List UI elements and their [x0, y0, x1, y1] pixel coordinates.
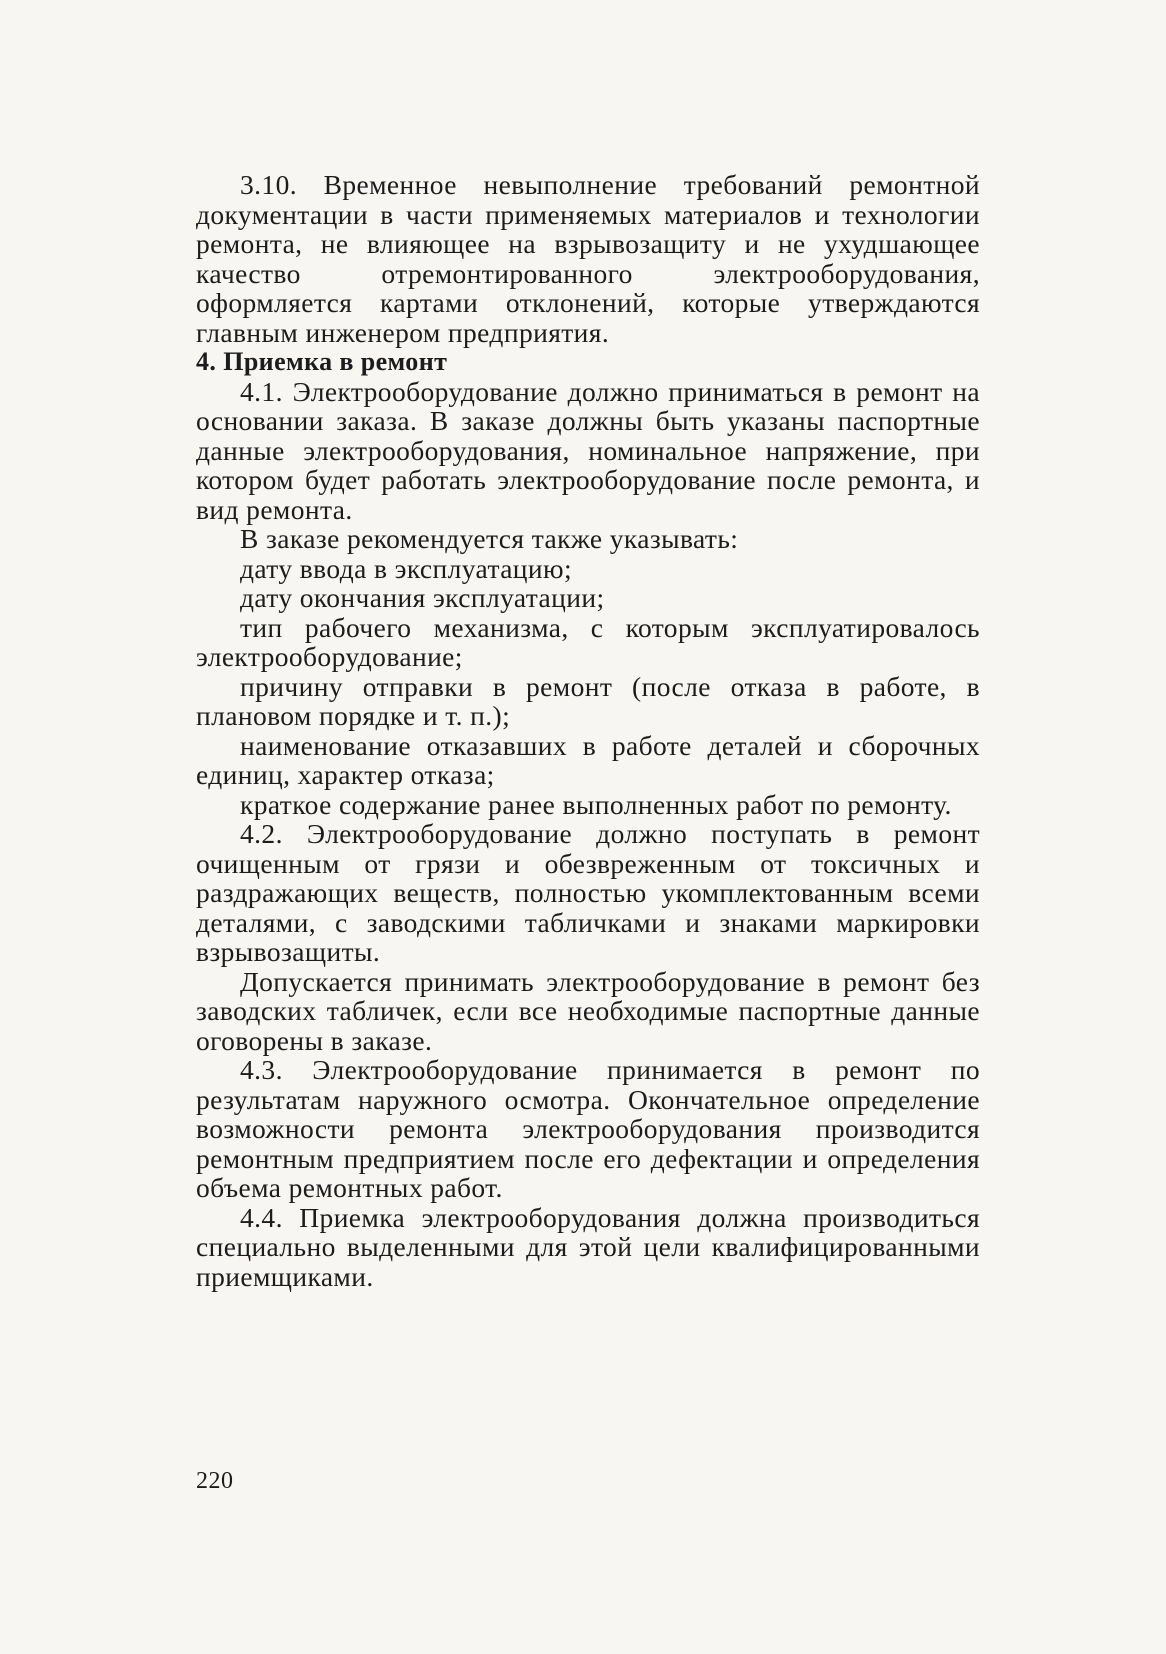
- list-item: краткое содержание ранее выполненных работ по ремонту.: [240, 788, 952, 820]
- paragraph-3-10: 3.10. Временное невыполнение требований ремонтной документации в части применяемых материалов и технологии ремонта, не влияющее на взрывозащиту и не ухудшающее качество отремонтированного электрооборудования, оформляется картами отклонений, которые утверждаются главным инженером предприятия.: [196, 169, 980, 348]
- list-item: наименование отказавших в работе деталей и сборочных единиц, характер отказа;: [196, 729, 980, 790]
- list-item: тип рабочего механизма, с которым эксплуатировалось электрооборудование;: [196, 611, 980, 672]
- paragraph-4-1: 4.1. Электрооборудование должно приниматься в ремонт на основании заказа. В заказе должны быть указаны паспортные данные электрооборудования, номинальное напряжение, при котором будет работать электрооборудование после ремонта, и вид ремонта.: [196, 375, 980, 525]
- list-item: дату окончания эксплуатации;: [240, 582, 605, 613]
- list-intro: В заказе рекомендуется также указывать:: [240, 523, 739, 554]
- paragraph-4-3: 4.3. Электрооборудование принимается в ремонт по результатам наружного осмотра. Окончательное определение возможности ремонта электрооборудования производится ремонтным предприятием после его дефектации и определения объема ремонтных работ.: [196, 1054, 980, 1203]
- page-body: [196, 170, 980, 1291]
- paragraph-4-4: 4.4. Приемка электрооборудования должна производиться специально выделенными для этой цели квалифицированными приемщиками.: [196, 1201, 980, 1292]
- paragraph-allowance: Допускается принимать электрооборудование в ремонт без заводских табличек, если все необходимые паспортные данные оговорены в заказе.: [196, 965, 980, 1056]
- paragraph-4-2: 4.2. Электрооборудование должно поступать в ремонт очищенным от грязи и обезвреженным от токсичных и раздражающих веществ, полностью укомплектованным всеми деталями, с заводскими табличками и знаками маркировки взрывозащиты.: [196, 818, 980, 967]
- list-item: дату ввода в эксплуатацию;: [240, 552, 573, 584]
- list-item: причину отправки в ремонт (после отказа в работе, в плановом порядке и т. п.);: [196, 670, 980, 731]
- page-number: 220: [196, 1468, 234, 1494]
- section-heading: 4. Приемка в ремонт: [196, 347, 448, 376]
